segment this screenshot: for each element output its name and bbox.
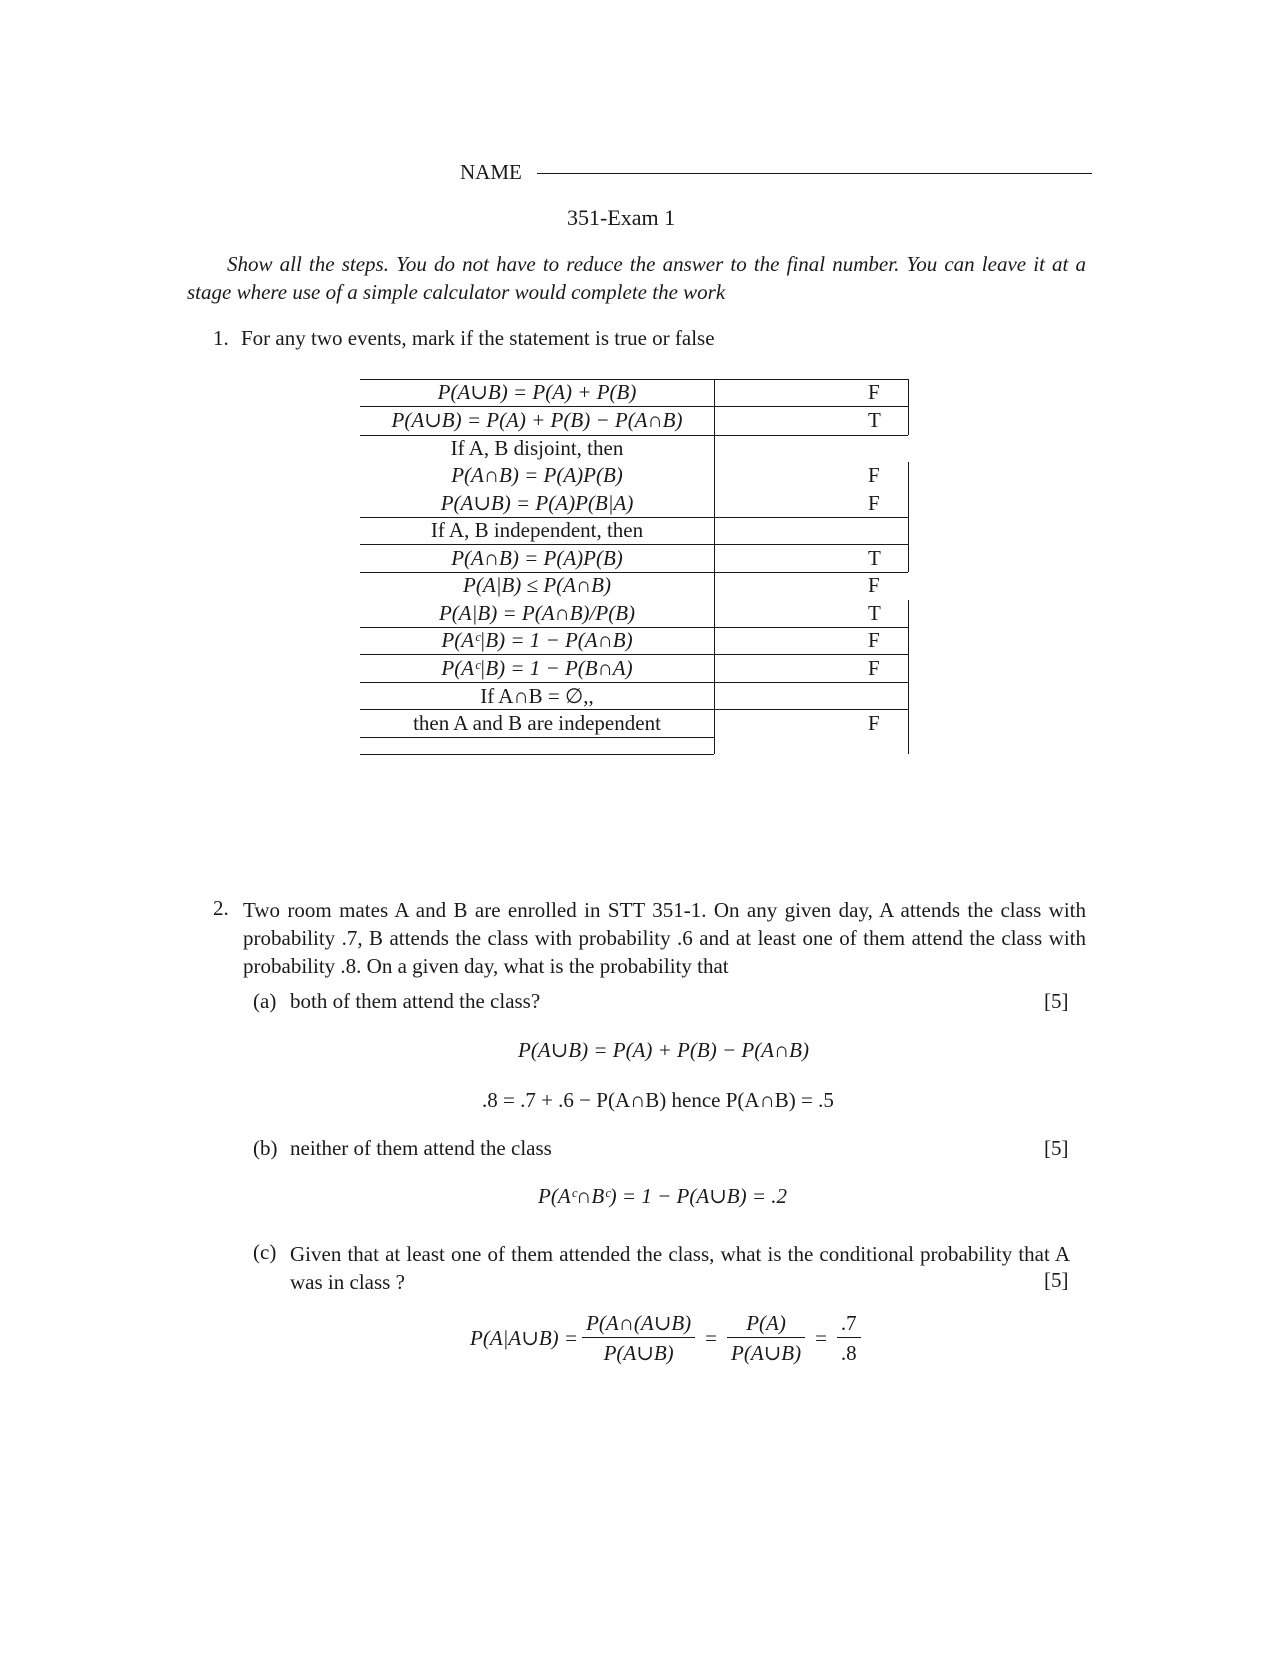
instructions: Show all the steps. You do not have to reduce the answer to the final number. You can leave it at a stage where use of a simple calculator would complete the work: [187, 252, 1086, 304]
exam-title: 351-Exam 1: [567, 205, 676, 230]
part-c-equation: [470, 1310, 865, 1366]
part-a-label: (a): [253, 989, 277, 1013]
tf-answer-7: T: [868, 601, 881, 625]
tf-statement-6: P(A|B) ≤ P(A∩B): [463, 573, 611, 597]
part-a-equation-1: P(A∪B) = P(A) + P(B) − P(A∩B): [518, 1038, 809, 1062]
q1-number: 1.: [213, 326, 229, 350]
tf-answer-9: F: [868, 656, 880, 680]
tf-statement-10: then A and B are independent: [413, 711, 661, 735]
tf-answer-3: F: [868, 463, 880, 487]
fraction-2-denominator: P(A∪B): [731, 1341, 802, 1365]
tf-statement-3: P(A∩B) = P(A)P(B): [451, 463, 623, 487]
fraction-1: [582, 1310, 695, 1366]
tf-answer-8: F: [868, 628, 880, 652]
part-b-equation: P(Aᶜ∩Bᶜ) = 1 − P(A∪B) = .2: [538, 1184, 787, 1208]
fraction-2: [727, 1310, 805, 1366]
tf-heading-10: If A∩B = ∅,,: [480, 684, 594, 708]
tf-answer-10: F: [868, 711, 880, 735]
part-b-label: (b): [253, 1136, 278, 1160]
tf-answer-5: T: [868, 546, 881, 570]
q1-text: For any two events, mark if the statement is true or false: [241, 326, 715, 350]
tf-answer-6: F: [868, 573, 880, 597]
tf-statement-9: P(Aᶜ|B) = 1 − P(B∩A): [441, 656, 633, 680]
tf-statement-5: P(A∩B) = P(A)P(B): [451, 546, 623, 570]
part-a-equation-2: .8 = .7 + .6 − P(A∩B) hence P(A∩B) = .5: [482, 1088, 834, 1112]
tf-statement-4: P(A∪B) = P(A)P(B|A): [440, 491, 634, 515]
part-b-text: neither of them attend the class: [290, 1136, 552, 1160]
name-blank-line[interactable]: [537, 173, 1092, 174]
fraction-3-denominator: .8: [840, 1341, 857, 1365]
name-label: NAME: [460, 160, 522, 184]
tf-answer-2: T: [868, 408, 881, 432]
tf-statement-7: P(A|B) = P(A∩B)/P(B): [438, 601, 636, 625]
fraction-3-numerator: .7: [837, 1310, 861, 1338]
fraction-1-numerator: P(A∩(A∪B): [582, 1310, 695, 1338]
tf-heading-5: If A, B independent, then: [430, 518, 644, 542]
fraction-3: [837, 1310, 861, 1366]
part-c-label: (c): [253, 1240, 277, 1264]
tf-statement-8: P(Aᶜ|B) = 1 − P(A∩B): [441, 628, 633, 652]
part-a-text: both of them attend the class?: [290, 989, 541, 1013]
tf-answer-1: F: [868, 380, 880, 404]
true-false-table: [360, 379, 908, 754]
fraction-1-denominator: P(A∪B): [603, 1341, 674, 1365]
q2-text: Two room mates A and B are enrolled in STT 351-1. On any given day, A attends the class with probability .7, B attends the class with probability .6 and at least one of them attend the class with probability .8. On a given day, what is the probability that: [243, 898, 1086, 978]
part-c-lhs: P(A|A∪B) =: [470, 1325, 579, 1350]
fraction-2-numerator: P(A): [727, 1310, 805, 1338]
q2-number: 2.: [213, 896, 229, 920]
tf-statement-2: P(A∪B) = P(A) + P(B) − P(A∩B): [391, 408, 683, 432]
tf-heading-3: If A, B disjoint, then: [450, 436, 624, 460]
tf-answer-4: F: [868, 491, 880, 515]
equals-sign-2: =: [815, 1325, 827, 1350]
part-a-points: [5]: [1044, 989, 1069, 1013]
part-b-points: [5]: [1044, 1136, 1069, 1160]
equals-sign-1: =: [705, 1325, 717, 1350]
tf-statement-1: P(A∪B) = P(A) + P(B): [437, 380, 637, 404]
part-c-text: Given that at least one of them attended the class, what is the conditional probability that A was in class ?: [290, 1242, 1070, 1294]
part-c-points: [5]: [1044, 1268, 1069, 1292]
